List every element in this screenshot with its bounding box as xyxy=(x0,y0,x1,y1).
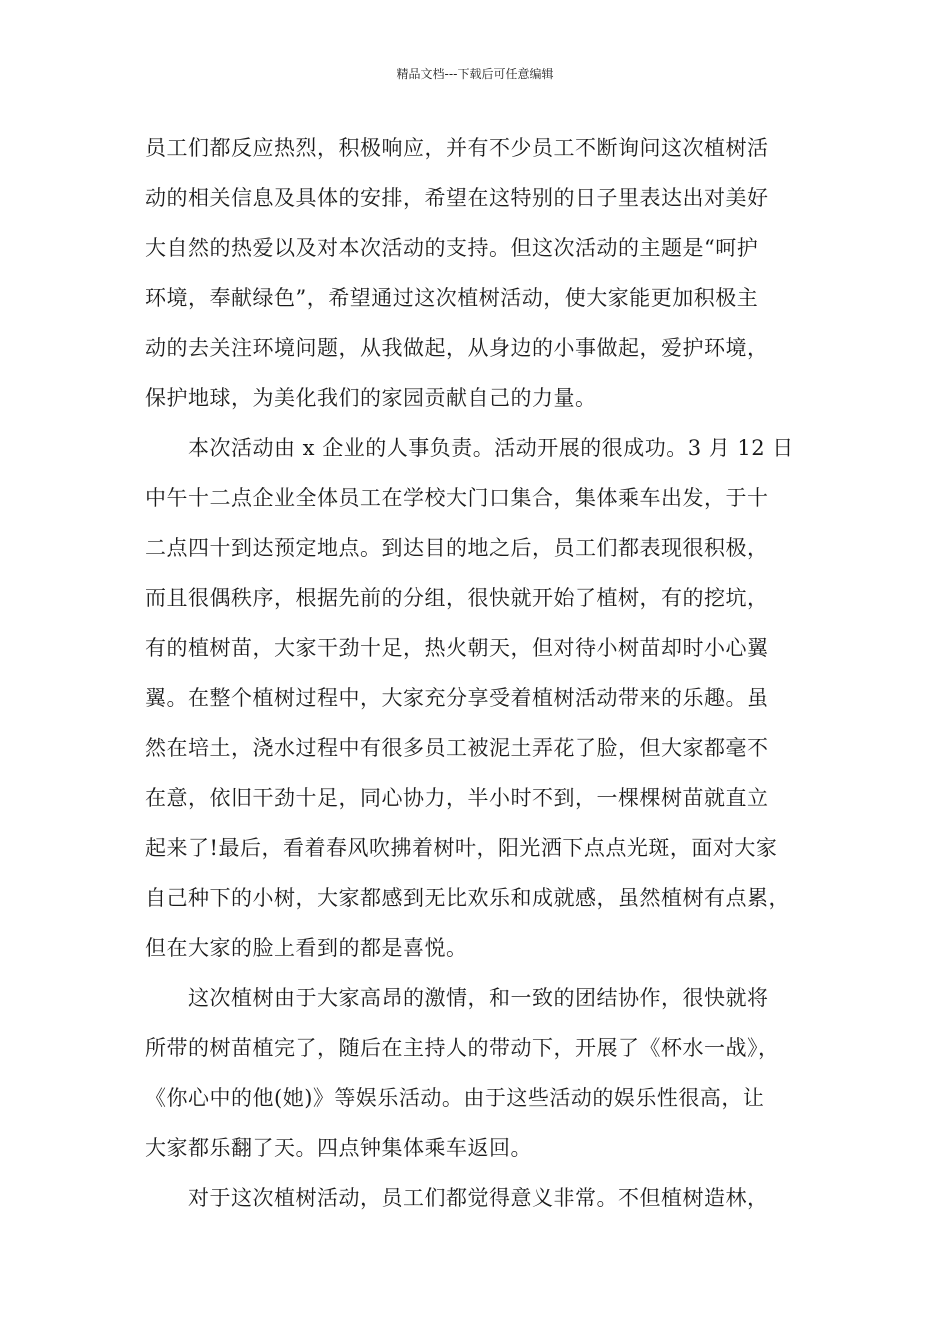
text-line: 翼。在整个植树过程中，大家充分享受着植树活动带来的乐趣。虽 xyxy=(145,686,769,710)
text-line: 在意，依旧干劲十足，同心协力，半小时不到，一棵棵树苗就直立 xyxy=(145,786,769,810)
text-line: 而且很偶秩序，根据先前的分组，很快就开始了植树，有的挖坑， xyxy=(145,586,769,610)
text-line: 大自然的热爱以及对本次活动的支持。但这次活动的主题是“呵护 xyxy=(145,236,759,260)
text-line: 动的相关信息及具体的安排，希望在这特别的日子里表达出对美好 xyxy=(145,186,769,210)
text-line: 大家都乐翻了天。四点钟集体乘车返回。 xyxy=(145,1136,532,1160)
text-line: 对于这次植树活动，员工们都觉得意义非常。不但植树造林， xyxy=(145,1186,769,1210)
text-line: 二点四十到达预定地点。到达目的地之后，员工们都表现很积极， xyxy=(145,536,769,560)
text-line: 《你心中的他(她)》等娱乐活动。由于这些活动的娱乐性很高，让 xyxy=(145,1086,765,1110)
text-line: 保护地球，为美化我们的家园贡献自己的力量。 xyxy=(145,386,597,410)
text-line: 然在培土，浇水过程中有很多员工被泥土弄花了脸，但大家都毫不 xyxy=(145,736,769,760)
text-line: 中午十二点企业全体员工在学校大门口集合，集体乘车出发，于十 xyxy=(145,486,769,510)
text-line: 这次植树由于大家高昂的激情，和一致的团结协作，很快就将 xyxy=(145,986,769,1010)
text-line: 自己种下的小树，大家都感到无比欢乐和成就感，虽然植树有点累， xyxy=(145,886,790,910)
text-line: 起来了!最后，看着春风吹拂着树叶，阳光洒下点点光斑，面对大家 xyxy=(145,836,778,860)
text-line: 有的植树苗，大家干劲十足，热火朝天，但对待小树苗却时小心翼 xyxy=(145,636,769,660)
text-line: 动的去关注环境问题，从我做起，从身边的小事做起，爱护环境， xyxy=(145,336,769,360)
text-line: 但在大家的脸上看到的都是喜悦。 xyxy=(145,936,468,960)
text-line: 所带的树苗植完了，随后在主持人的带动下，开展了《杯水一战》， xyxy=(145,1036,780,1060)
text-line: 环境，奉献绿色”，希望通过这次植树活动，使大家能更加积极主 xyxy=(145,286,759,310)
text-line: 本次活动由 x 企业的人事负责。活动开展的很成功。3 月 12 日 xyxy=(145,436,794,460)
page-header: 精品文档---下载后可任意编辑 xyxy=(396,67,554,81)
text-line: 员工们都反应热烈，积极响应，并有不少员工不断询问这次植树活 xyxy=(145,136,769,160)
